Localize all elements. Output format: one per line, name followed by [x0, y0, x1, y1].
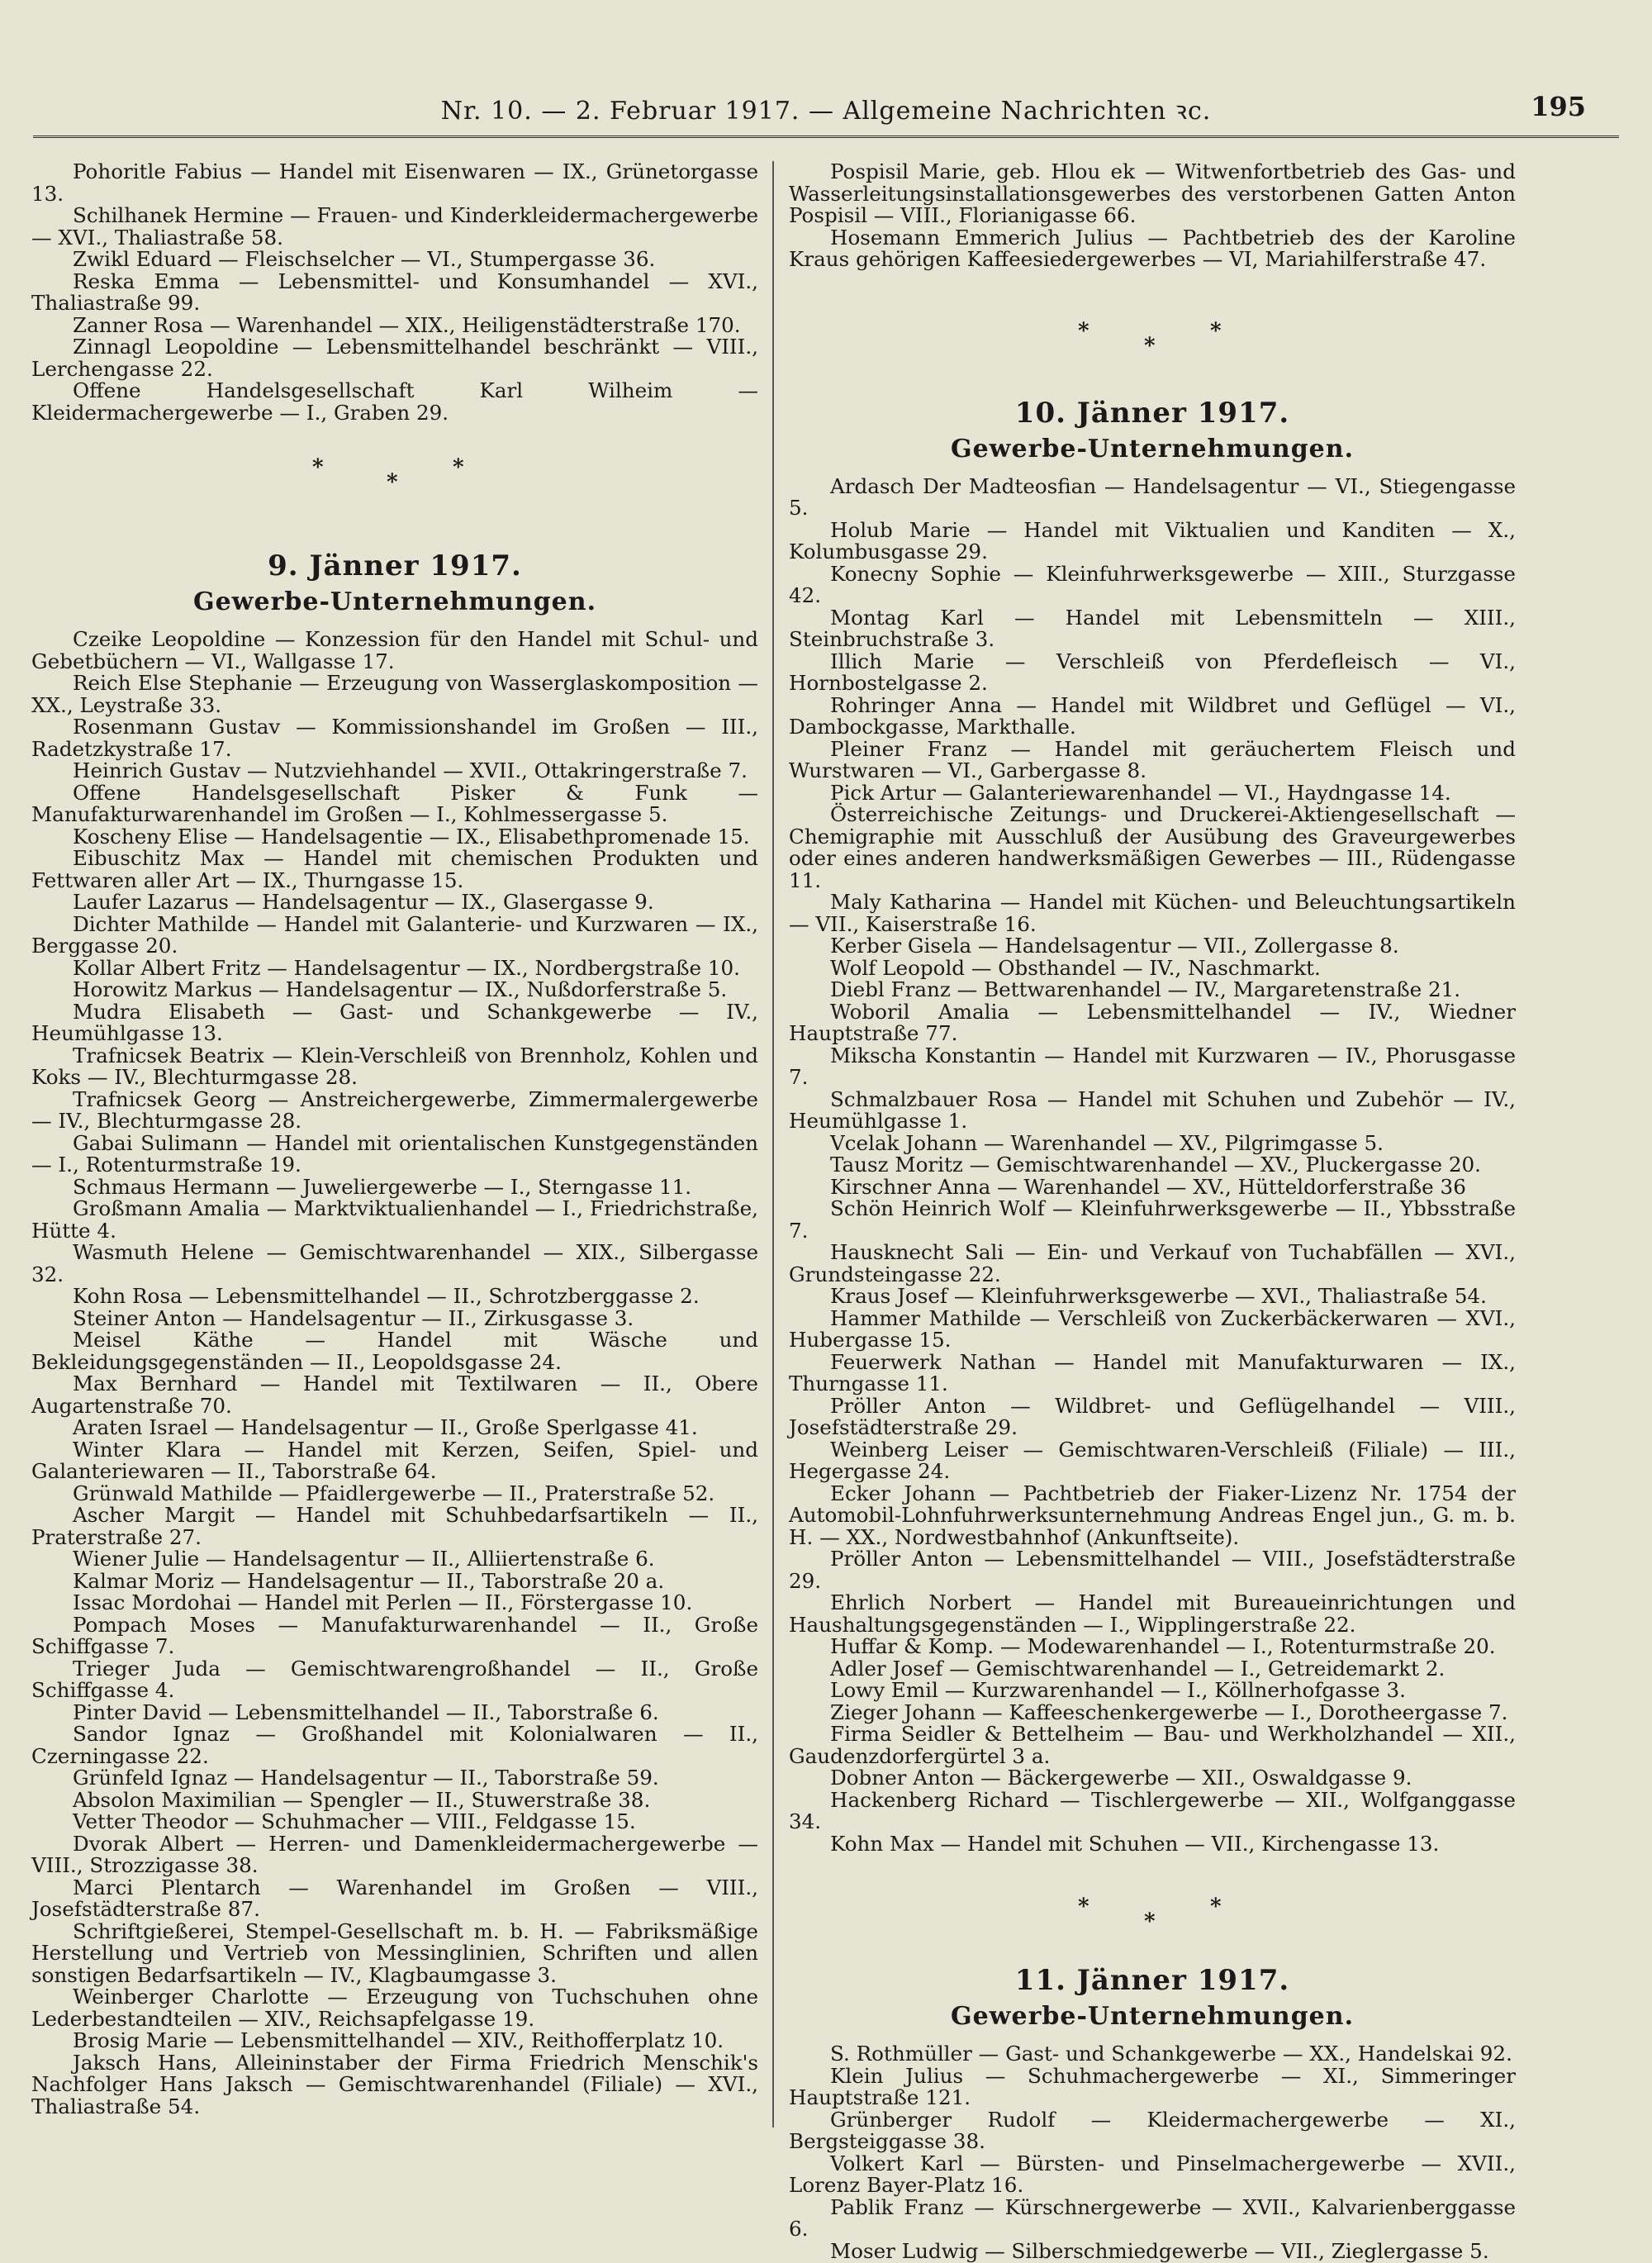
- register-entry: Jaksch Hans, Alleininstaber der Firma Friedrich Menschik's Nachfolger Hans Jaksch — Gemischtwarenhandel (Filiale) — XVI., Thaliastraße 54.: [31, 2050, 758, 2118]
- asterisk: *: [1078, 318, 1089, 344]
- separator: [789, 1855, 1516, 1962]
- register-entry: Laufer Lazarus — Handelsagentur — IX., Glasergasse 9.: [73, 890, 654, 914]
- register-entry: Araten Israel — Handelsagentur — II., Große Sperlgasse 41.: [73, 1415, 698, 1439]
- register-entry: Winter Klara — Handel mit Kerzen, Seifen, Spiel- und Galanteriewaren — II., Taborstraße 64.: [31, 1437, 758, 1483]
- register-entry: Kohn Max — Handel mit Schuhen — VII., Kirchengasse 13.: [830, 1831, 1440, 1856]
- register-entry: Ascher Margit — Handel mit Schuhbedarfsartikeln — II., Praterstraße 27.: [31, 1503, 758, 1549]
- register-entry: Rohringer Anna — Handel mit Wildbret und Geflügel — VI., Dambockgasse, Markthalle.: [789, 692, 1516, 739]
- right-column: [789, 161, 1516, 2262]
- section-heading: Gewerbe-Unternehmungen.: [192, 587, 597, 616]
- register-entry: Pinter David — Lebensmittelhandel — II., Taborstraße 6.: [73, 1700, 659, 1724]
- right-entries-1: [789, 473, 1516, 1856]
- separator: [789, 271, 1516, 395]
- register-entry: Grünfeld Ignaz — Handelsagentur — II., Taborstraße 59.: [73, 1766, 659, 1790]
- register-entry: Zinnagl Leopoldine — Lebensmittelhandel beschränkt — VIII., Lerchengasse 22.: [31, 335, 758, 381]
- register-entry: Volkert Karl — Bürsten- und Pinselmachergewerbe — XVII., Lorenz Bayer-Platz 16.: [789, 2151, 1516, 2197]
- register-entry: Hausknecht Sali — Ein- und Verkauf von Tuchabfällen — XVI., Grundsteingasse 22.: [789, 1240, 1516, 1286]
- register-entry: Ehrlich Norbert — Handel mit Bureaueinrichtungen und Haushaltungsgegenständen — I., Wipplingerstraße 22.: [789, 1590, 1516, 1637]
- register-entry: Zanner Rosa — Warenhandel — XIX., Heiligenstädterstraße 170.: [73, 312, 741, 337]
- register-entry: Kalmar Moriz — Handelsagentur — II., Taborstraße 20 a.: [73, 1568, 665, 1593]
- register-entry: Offene Handelsgesellschaft Pisker & Funk — Manufakturwarenhandel im Großen — I., Kohlmessergasse 5.: [31, 780, 758, 826]
- register-entry: Illich Marie — Verschleiß von Pferdefleisch — VI., Hornbostelgasse 2.: [789, 649, 1516, 695]
- left-entries: [31, 629, 758, 2118]
- register-entry: Feuerwerk Nathan — Handel mit Manufakturwaren — IX., Thurngasse 11.: [789, 1349, 1516, 1395]
- register-entry: Kirschner Anna — Warenhandel — XV., Hütteldorferstraße 36: [830, 1174, 1466, 1199]
- register-entry: Trieger Juda — Gemischtwarengroßhandel — II., Große Schiffgasse 4.: [31, 1656, 758, 1702]
- register-entry: Lowy Emil — Kurzwarenhandel — I., Köllnerhofgasse 3.: [830, 1678, 1406, 1702]
- page-number: 195: [1531, 91, 1586, 122]
- register-entry: Pablik Franz — Kürschnergewerbe — XVII., Kalvarienberggasse 6.: [789, 2194, 1516, 2241]
- register-entry: Großmann Amalia — Marktviktualienhandel — I., Friedrichstraße, Hütte 4.: [31, 1196, 758, 1243]
- running-title: Nr. 10. — 2. Februar 1917. — Allgemeine Nachrichten ꝛc.: [440, 97, 1212, 126]
- register-entry: Schriftgießerei, Stempel-Gesellschaft m. b. H. — Fabriksmäßige Herstellung und Vertrieb von Messinglinien, Schriften und allen sonstigen Bedarfsartikeln — IV., Klagbaumgasse 3.: [31, 1918, 758, 1987]
- register-entry: Schmaus Hermann — Juweliergewerbe — I., Sterngasse 11.: [73, 1174, 692, 1199]
- register-entry: Firma Seidler & Bettelheim — Bau- und Werkholzhandel — XII., Gaudenzdorfergürtel 3 a.: [789, 1722, 1516, 1768]
- register-entry: Maly Katharina — Handel mit Küchen- und Beleuchtungsartikeln — VII., Kaiserstraße 16.: [789, 890, 1516, 936]
- register-entry: Pröller Anton — Wildbret- und Geflügelhandel — VIII., Josefstädterstraße 29.: [789, 1393, 1516, 1439]
- register-entry: Zwikl Eduard — Fleischselcher — VI., Stumpergasse 36.: [73, 247, 656, 271]
- register-entry: Marci Plentarch — Warenhandel im Großen — VIII., Josefstädterstraße 87.: [31, 1875, 758, 1921]
- register-entry: Zieger Johann — Kaffeeschenkergewerbe — I., Dorotheergasse 7.: [830, 1700, 1508, 1724]
- left-top-entries: [31, 161, 758, 424]
- register-entry: Czeike Leopoldine — Konzession für den Handel mit Schul- und Gebetbüchern — VI., Wallgasse 17.: [31, 627, 758, 673]
- date-heading: 11. Jänner 1917.: [1014, 1964, 1290, 1997]
- register-entry: Vcelak Johann — Warenhandel — XV., Pilgrimgasse 5.: [830, 1130, 1384, 1155]
- date-heading: 9. Jänner 1917.: [268, 549, 522, 582]
- register-entry: Weinberg Leiser — Gemischtwaren-Verschleiß (Filiale) — III., Hegergasse 24.: [789, 1437, 1516, 1483]
- left-column: [31, 161, 758, 2118]
- register-entry: S. Rothmüller — Gast- und Schankgewerbe — XX., Handelskai 92.: [830, 2042, 1512, 2066]
- register-entry: Diebl Franz — Bettwarenhandel — IV., Margaretenstraße 21.: [830, 977, 1461, 1001]
- separator: [31, 424, 758, 548]
- register-entry: Reich Else Stephanie — Erzeugung von Wasserglaskomposition — XX., Leystraße 33.: [31, 671, 758, 717]
- register-entry: Horowitz Markus — Handelsagentur — IX., Nußdorferstraße 5.: [73, 977, 728, 1001]
- asterisk: *: [1144, 1909, 1156, 1934]
- register-entry: Grünwald Mathilde — Pfaidlergewerbe — II., Praterstraße 52.: [73, 1481, 715, 1505]
- register-entry: Kohn Rosa — Lebensmittelhandel — II., Schrotzberggasse 2.: [73, 1284, 700, 1308]
- register-entry: Österreichische Zeitungs- und Druckerei-Aktiengesellschaft — Chemigraphie mit Ausschluß der Ausübung des Graveurgewerbes oder eines anderen handwerksmäßigen Gewerbes — III., Rüdengasse 11.: [789, 802, 1516, 892]
- register-entry: Ardasch Der Madteosfian — Handelsagentur — VI., Stiegengasse 5.: [789, 473, 1516, 520]
- register-entry: Pröller Anton — Lebensmittelhandel — VIII., Josefstädterstraße 29.: [789, 1547, 1516, 1593]
- register-entry: Dichter Mathilde — Handel mit Galanterie- und Kurzwaren — IX., Berggasse 20.: [31, 911, 758, 958]
- register-entry: Wasmuth Helene — Gemischtwarenhandel — XIX., Silbergasse 32.: [31, 1240, 758, 1286]
- register-entry: Mudra Elisabeth — Gast- und Schankgewerbe — IV., Heumühlgasse 13.: [31, 999, 758, 1045]
- right-top-entries: [789, 161, 1516, 271]
- right-entries-2: [789, 2043, 1516, 2262]
- register-entry: Mikscha Konstantin — Handel mit Kurzwaren — IV., Phorusgasse 7.: [789, 1043, 1516, 1089]
- register-entry: Hammer Mathilde — Verschleiß von Zuckerbäckerwaren — XVI., Hubergasse 15.: [789, 1305, 1516, 1352]
- register-entry: Moser Ludwig — Silberschmiedgewerbe — VII., Zieglergasse 5.: [830, 2238, 1489, 2263]
- page-header: [33, 86, 1619, 138]
- register-entry: Issac Mordohai — Handel mit Perlen — II., Förstergasse 10.: [73, 1590, 693, 1614]
- register-entry: Kerber Gisela — Handelsagentur — VII., Zollergasse 8.: [830, 934, 1399, 958]
- register-entry: Sandor Ignaz — Großhandel mit Kolonialwaren — II., Czerningasse 22.: [31, 1722, 758, 1768]
- register-entry: Reska Emma — Lebensmittel- und Konsumhandel — XVI., Thaliastraße 99.: [31, 269, 758, 315]
- register-entry: Meisel Käthe — Handel mit Wäsche und Bekleidungsgegenständen — II., Leopoldsgasse 24.: [31, 1328, 758, 1374]
- register-entry: Schmalzbauer Rosa — Handel mit Schuhen und Zubehör — IV., Heumühlgasse 1.: [789, 1086, 1516, 1133]
- register-entry: Pleiner Franz — Handel mit geräuchertem Fleisch und Wurstwaren — VI., Garbergasse 8.: [789, 736, 1516, 782]
- register-entry: Max Bernhard — Handel mit Textilwaren — II., Obere Augartenstraße 70.: [31, 1372, 758, 1418]
- register-entry: Konecny Sophie — Kleinfuhrwerksgewerbe — XIII., Sturzgasse 42.: [789, 561, 1516, 607]
- register-entry: Wiener Julie — Handelsagentur — II., Alliiertenstraße 6.: [73, 1547, 655, 1571]
- asterisk: *: [312, 455, 324, 480]
- register-entry: Kollar Albert Fritz — Handelsagentur — IX., Nordbergstraße 10.: [73, 955, 741, 980]
- register-entry: Offene Handelsgesellschaft Karl Wilheim — Kleidermachergewerbe — I., Graben 29.: [31, 378, 758, 425]
- register-entry: Weinberger Charlotte — Erzeugung von Tuchschuhen ohne Lederbestandteilen — XIV., Reichsapfelgasse 19.: [31, 1985, 758, 2031]
- register-entry: Hosemann Emmerich Julius — Pachtbetrieb des der Karoline Kraus gehörigen Kaffeesiedergewerbes — VI, Mariahilferstraße 47.: [789, 225, 1516, 271]
- register-entry: Pohoritle Fabius — Handel mit Eisenwaren — IX., Grünetorgasse 13.: [31, 159, 758, 206]
- register-entry: Dvorak Albert — Herren- und Damenkleidermachergewerbe — VIII., Strozzigasse 38.: [31, 1831, 758, 1877]
- register-entry: Vetter Theodor — Schuhmacher — VIII., Feldgasse 15.: [73, 1809, 636, 1833]
- column-divider: [772, 161, 774, 2128]
- register-entry: Brosig Marie — Lebensmittelhandel — XIV., Reithofferplatz 10.: [73, 2028, 724, 2052]
- date-heading: 10. Jänner 1917.: [1014, 396, 1290, 430]
- asterisk: *: [1144, 333, 1156, 359]
- register-entry: Absolon Maximilian — Spengler — II., Stuwerstraße 38.: [73, 1787, 651, 1812]
- register-entry: Steiner Anton — Handelsagentur — II., Zirkusgasse 3.: [73, 1305, 634, 1330]
- register-entry: Woboril Amalia — Lebensmittelhandel — IV., Wiedner Hauptstraße 77.: [789, 999, 1516, 1045]
- register-entry: Adler Josef — Gemischtwarenhandel — I., Getreidemarkt 2.: [830, 1656, 1446, 1681]
- register-entry: Tausz Moritz — Gemischtwarenhandel — XV., Pluckergasse 20.: [830, 1153, 1481, 1177]
- register-entry: Montag Karl — Handel mit Lebensmitteln — XIII., Steinbruchstraße 3.: [789, 605, 1516, 651]
- register-entry: Schön Heinrich Wolf — Kleinfuhrwerksgewerbe — II., Ybbsstraße 7.: [789, 1196, 1516, 1243]
- register-entry: Huffar & Komp. — Modewarenhandel — I., Rotenturmstraße 20.: [830, 1634, 1496, 1658]
- register-entry: Ecker Johann — Pachtbetrieb der Fiaker-Lizenz Nr. 1754 der Automobil-Lohnfuhrwerksunternehmung Andreas Engel jun., G. m. b. H. — XX., Nordwestbahnhof (Ankunftseite).: [789, 1481, 1516, 1549]
- register-entry: Wolf Leopold — Obsthandel — IV., Naschmarkt.: [830, 955, 1321, 980]
- register-entry: Schilhanek Hermine — Frauen- und Kinderkleidermachergewerbe — XVI., Thaliastraße 58.: [31, 203, 758, 250]
- register-entry: Gabai Sulimann — Handel mit orientalischen Kunstgegenständen — I., Rotenturmstraße 19.: [31, 1130, 758, 1177]
- register-entry: Pospisil Marie, geb. Hlou ek — Witwenfortbetrieb des Gas- und Wasserleitungsinstallationsgewerbes des verstorbenen Gatten Anton Pospisil — VIII., Florianigasse 66.: [789, 159, 1516, 227]
- register-entry: Holub Marie — Handel mit Viktualien und Kanditen — X., Kolumbusgasse 29.: [789, 517, 1516, 563]
- asterisk: *: [387, 470, 398, 495]
- register-entry: Koscheny Elise — Handelsagentie — IX., Elisabethpromenade 15.: [73, 824, 750, 849]
- asterisk: *: [453, 455, 464, 480]
- register-entry: Kraus Josef — Kleinfuhrwerksgewerbe — XVI., Thaliastraße 54.: [830, 1284, 1487, 1308]
- register-entry: Trafnicsek Georg — Anstreichergewerbe, Zimmermalergewerbe — IV., Blechturmgasse 28.: [31, 1086, 758, 1133]
- register-entry: Trafnicsek Beatrix — Klein-Verschleiß von Brennholz, Kohlen und Koks — IV., Blechturmgasse 28.: [31, 1043, 758, 1089]
- asterisk: *: [1210, 318, 1222, 344]
- register-entry: Rosenmann Gustav — Kommissionshandel im Großen — III., Radetzkystraße 17.: [31, 715, 758, 761]
- register-entry: Pompach Moses — Manufakturwarenhandel — II., Große Schiffgasse 7.: [31, 1612, 758, 1658]
- register-entry: Grünberger Rudolf — Kleidermachergewerbe — XI., Bergsteiggasse 38.: [789, 2107, 1516, 2153]
- register-entry: Hackenberg Richard — Tischlergewerbe — XII., Wolfganggasse 34.: [789, 1787, 1516, 1833]
- register-entry: Heinrich Gustav — Nutzviehhandel — XVII., Ottakringerstraße 7.: [73, 758, 748, 782]
- register-entry: Pick Artur — Galanteriewarenhandel — VI., Haydngasse 14.: [830, 780, 1451, 805]
- register-entry: Dobner Anton — Bäckergewerbe — XII., Oswaldgasse 9.: [830, 1766, 1412, 1790]
- asterisk: *: [1078, 1895, 1089, 1919]
- section-heading: Gewerbe-Unternehmungen.: [950, 2002, 1355, 2031]
- register-entry: Klein Julius — Schuhmachergewerbe — XI., Simmeringer Hauptstraße 121.: [789, 2063, 1516, 2109]
- section-heading: Gewerbe-Unternehmungen.: [950, 434, 1355, 464]
- register-entry: Eibuschitz Max — Handel mit chemischen Produkten und Fettwaren aller Art — IX., Thurngasse 15.: [31, 846, 758, 892]
- asterisk: *: [1210, 1895, 1222, 1919]
